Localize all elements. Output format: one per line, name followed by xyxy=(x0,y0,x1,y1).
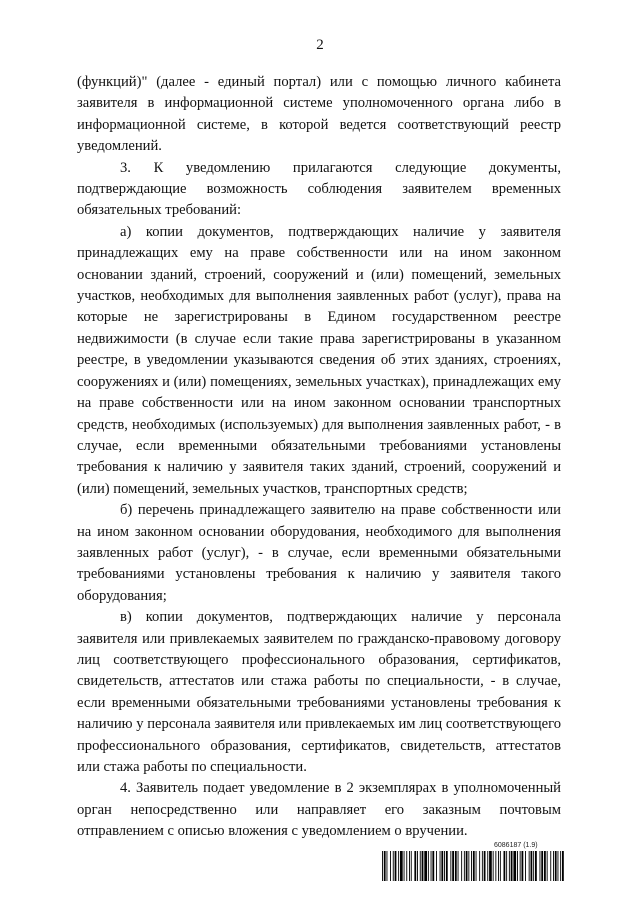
paragraph-item-4: 4. Заявитель подает уведомление в 2 экземплярах в уполномоченный орган непосредственно или направляет его заказным почтовым отправлением с описью вложения с уведомлением о вручении. xyxy=(77,780,561,840)
paragraph-item-3: 3. К уведомлению прилагаются следующие документы, подтверждающие возможность соблюдения заявителем временных обязательных требований: xyxy=(77,159,561,219)
barcode-number: 6086187 (1.9) xyxy=(494,842,538,849)
paragraph-item-3v: в) копии документов, подтверждающих наличие у персонала заявителя или привлекаемых заявителем по гражданско-правовому договору лиц соответствующего профессионального образования, сертификатов, свидетельств, аттестатов или стажа работы по специальности, - в случае, если временными обязательными требованиями установлены требования к наличию у персонала заявителя или привлекаемых им лиц соответствующего профессионального образования, сертификатов, свидетельств, аттестатов или стажа работы по специальности. xyxy=(77,609,561,775)
paragraph-item-3a: а) копии документов, подтверждающих наличие у заявителя принадлежащих ему на праве собственности или на ином законном основании зданий, строений, сооружений и (или) помещений, земельных участков, необходимых для выполнения заявленных работ (услуг), права на которые не зарегистрированы в Едином государственном реестре недвижимости (в случае если такие права зарегистрированы в указанном реестре, в уведомлении указываются сведения об этих зданиях, строениях, сооружениях и (или) помещениях, земельных участках), принадлежащих ему на праве собственности или на ином законном основании транспортных средств, необходимых (используемых) для выполнения заявленных работ, - в случае, если временными обязательными требованиями установлены требования к наличию у заявителя таких зданий, строений, сооружений и (или) помещений, земельных участков, транспортных средств; xyxy=(77,223,561,497)
paragraph-item-3b: б) перечень принадлежащего заявителю на праве собственности или на ином законном основании оборудования, необходимого для выполнения заявленных работ (услуг), - в случае, если временными обязательными требованиями установлены требования к наличию у заявителя такого оборудования; xyxy=(77,502,561,604)
page-number: 2 xyxy=(316,37,324,53)
document-body xyxy=(77,72,561,843)
barcode-image xyxy=(382,851,564,881)
paragraph-1: (функций)" (далее - единый портал) или с помощью личного кабинета заявителя в информационной системе уполномоченного органа либо в информационной системе, в которой ведется соответствующий реестр уведомлений. xyxy=(77,74,561,155)
